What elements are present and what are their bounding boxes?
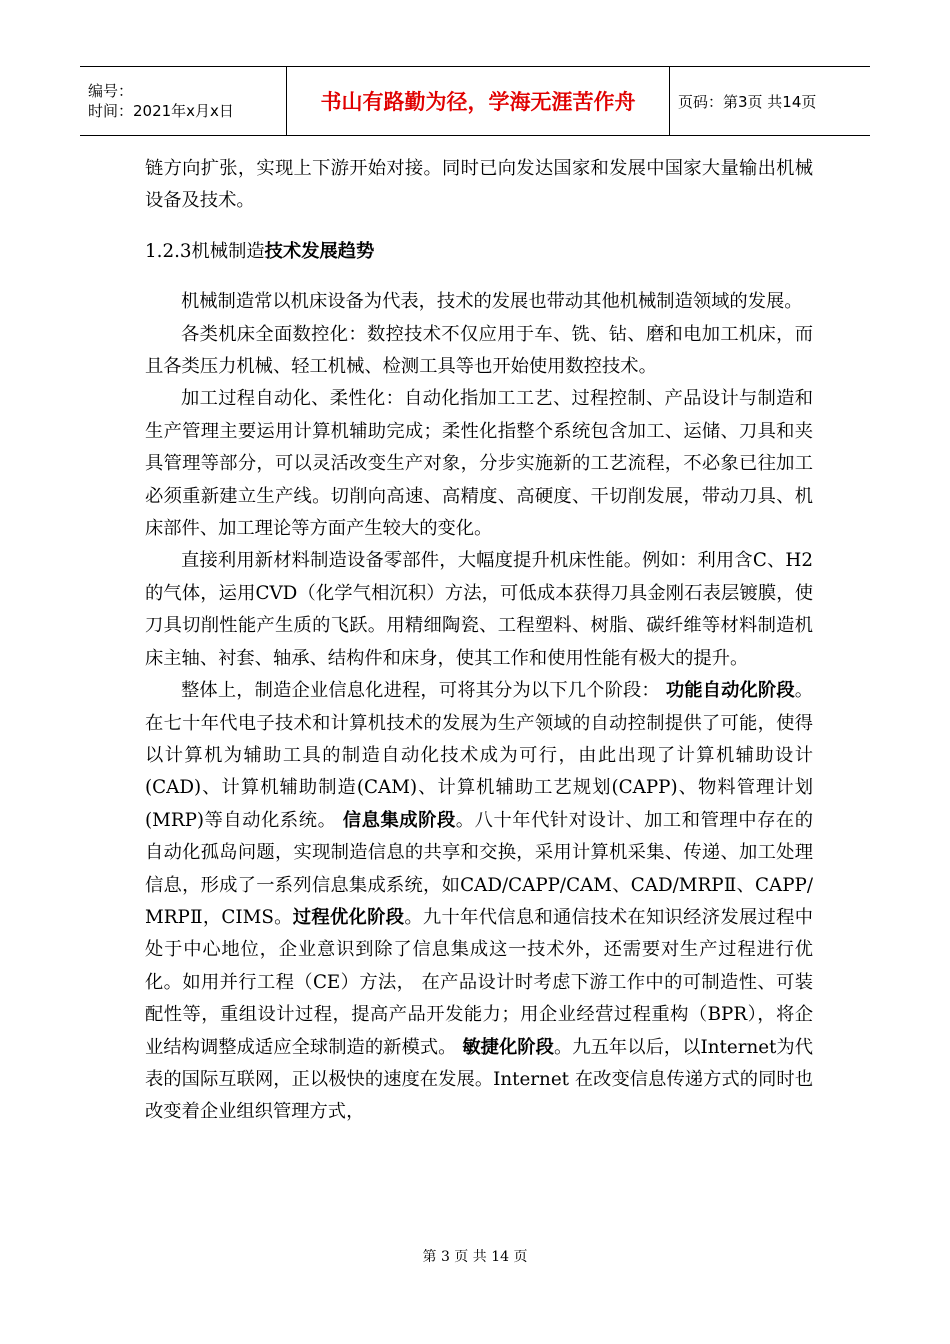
stage-process-optimization: 过程优化阶段: [292, 906, 405, 928]
stages-intro: 整体上，制造企业信息化进程，可将其分为以下几个阶段：: [181, 680, 660, 702]
stage-function-automation-text: 。在七十年代电子技术和计算机技术的发展为生产领域的自动控制提供了可能，使得以计算机为辅助工具的制造自动化技术成为可行，由此出现了计算机辅助设计(CAD)、计算机辅助制造(CAM)、计算机辅助工艺规划(CAPP)、物料管理计划(MRP)等自动化系统。: [145, 680, 814, 831]
paragraph-new-materials: 直接利用新材料制造设备零部件，大幅度提升机床性能。例如：利用含C、H2的气体，运用CVD（化学气相沉积）方法，可低成本获得刀具金刚石表层镀膜，使刀具切削性能产生质的飞跃。用精细陶瓷、工程塑料、树脂、碳纤维等材料制造机床主轴、衬套、轴承、结构件和床身，使其工作和使用性能有极大的提升。: [145, 550, 813, 669]
paragraph-intro: 机械制造常以机床设备为代表，技术的发展也带动其他机械制造领域的发展。: [181, 291, 803, 313]
stage-process-optimization-text: 。九十年代信息和通信技术在知识经济发展过程中处于中心地位，企业意识到除了信息集成这一技术外，还需要对生产过程进行优化。如用并行工程（CE）方法， 在产品设计时考虑下游工作中的可制造性、可装配性等，重组设计过程，提高产品开发能力；用企业经营过程重构（BPR），将企业结构调整成适应全球制造的新模式。: [145, 906, 814, 1058]
document-body: [145, 153, 813, 1129]
header-motto: 书山有路勤为径，学海无涯苦作舟: [287, 67, 670, 136]
stage-agile-text: 。九五年以后，以Internet为代表的国际互联网，正以极快的速度在发展。Internet 在改变信息传递方式的同时也改变着企业组织管理方式，: [145, 1036, 814, 1123]
stage-information-integration-text: 。八十年代针对设计、加工和管理中存在的自动化孤岛问题，实现制造信息的共享和交换，采用计算机采集、传递、加工处理信息，形成了一系列信息集成系统，如CAD/CAPP/CAM、CAD/MRPⅡ、CAPP/ MRPⅡ，CIMS。: [145, 809, 814, 928]
paragraph-numerical-control: 各类机床全面数控化：数控技术不仅应用于车、铣、钻、磨和电加工机床，而且各类压力机械、轻工机械、检测工具等也开始使用数控技术。: [145, 323, 813, 378]
page-header: [80, 66, 870, 136]
stage-function-automation: 功能自动化阶段: [665, 680, 795, 702]
document-number-label: 编号：: [88, 82, 134, 100]
header-page-label: 页码：第3页 共14页: [670, 67, 871, 136]
paragraph-automation: 加工过程自动化、柔性化：自动化指加工工艺、过程控制、产品设计与制造和生产管理主要运用计算机辅助完成；柔性化指整个系统包含加工、运储、刀具和夹具管理等部分，可以灵活改变生产对象，分步实施新的工艺流程，不必象已往加工必须重新建立生产线。切削向高速、高精度、高硬度、干切削发展，带动刀具、机床部件、加工理论等方面产生较大的变化。: [145, 388, 813, 540]
stage-agile: 敏捷化阶段: [462, 1036, 554, 1058]
paragraph-continuation: 链方向扩张，实现上下游开始对接。同时已向发达国家和发展中国家大量输出机械设备及技术。: [145, 158, 813, 212]
document-date-label: 时间：2021年x月x日: [88, 102, 234, 120]
header-left-cell: [80, 67, 287, 136]
page-footer: 第 3 页 共 14 页: [422, 1249, 528, 1265]
section-heading: [145, 236, 813, 268]
section-title: 技术发展趋势: [264, 240, 375, 262]
stage-information-integration: 信息集成阶段: [342, 809, 456, 831]
paragraph-informatization-stages: [145, 675, 813, 1129]
section-number: 1.2.3机械制造: [145, 240, 265, 262]
